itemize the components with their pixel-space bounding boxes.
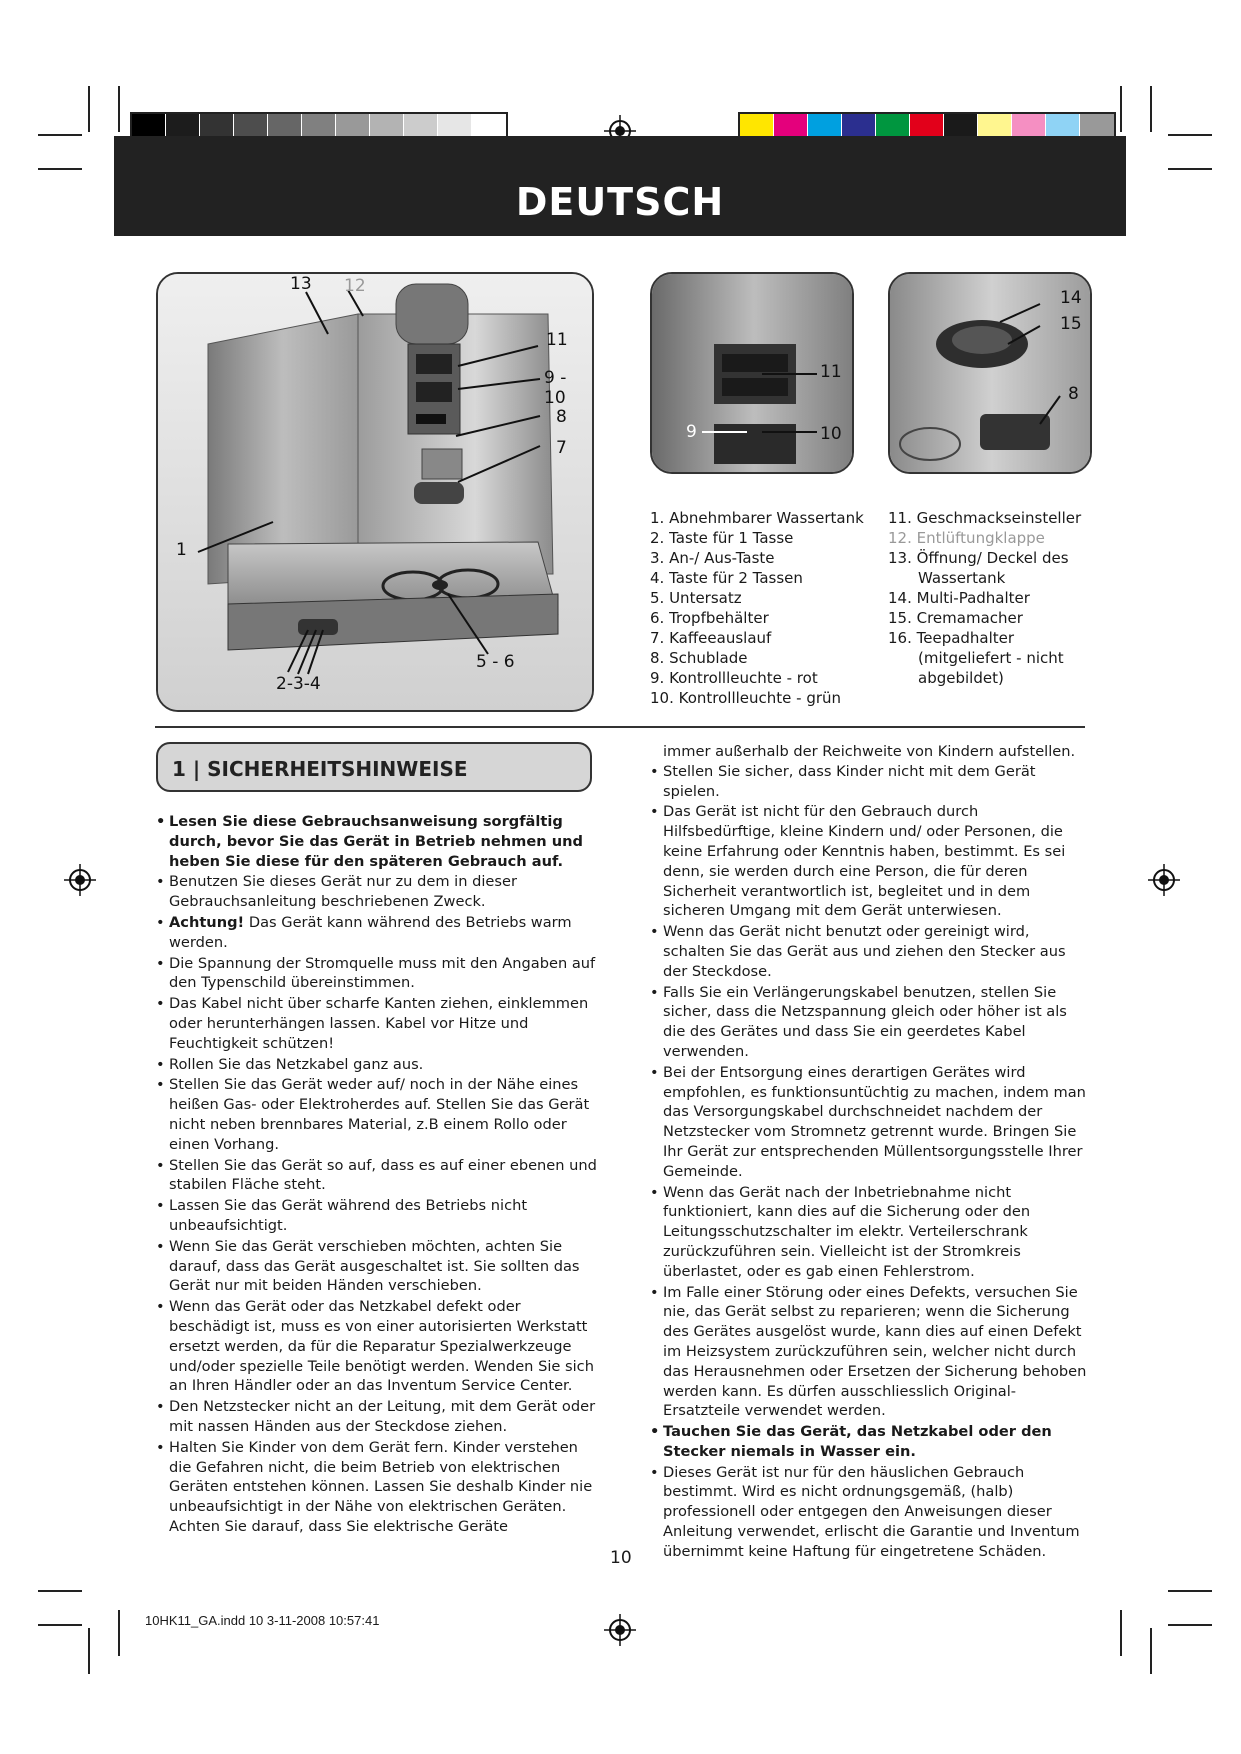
- parts-list-item: 10. Kontrollleuchte - grün: [650, 689, 842, 707]
- parts-list-item: 1. Abnehmbarer Wassertank: [650, 509, 864, 527]
- crop-mark: [1168, 134, 1212, 136]
- parts-list-item: 2. Taste für 1 Tasse: [650, 529, 794, 547]
- section-heading: [156, 742, 592, 792]
- callout-label: 8: [1068, 384, 1079, 404]
- safety-item: • Das Kabel nicht über scharfe Kanten ziehen, einklemmen oder herunterhängen lassen. Kabel vor Hitze und Feuchtigkeit schützen!: [156, 994, 598, 1053]
- parts-list-item: 12. Entlüftungklappe: [888, 529, 1045, 547]
- parts-list-item: 3. An-/ Aus-Taste: [650, 549, 775, 567]
- safety-column-left: [156, 812, 598, 1538]
- callout-label: 11: [820, 362, 842, 382]
- safety-item: • Das Gerät ist nicht für den Gebrauch durch Hilfsbedürftige, kleine Kindern und/ oder Personen, die keine Erfahrung oder Kenntnis haben, bestimmt. Es sei denn, sie werden durch eine Person, die für deren Sicherheit verantwortlich ist, begleitet und in dem sicheren Umgang mit dem Gerät unterwiesen.: [650, 802, 1090, 921]
- safety-item: [156, 913, 598, 953]
- safety-item: • Den Netzstecker nicht an der Leitung, mit dem Gerät oder mit nassen Händen aus der Steckdose ziehen.: [156, 1397, 598, 1437]
- product-photo-main: [156, 272, 594, 712]
- parts-list-item: 7. Kaffeeauslauf: [650, 629, 772, 647]
- parts-list-item: 14. Multi-Padhalter: [888, 589, 1030, 607]
- crop-mark: [1168, 168, 1212, 170]
- parts-list-right: [888, 508, 1081, 688]
- safety-item: • Stellen Sie das Gerät so auf, dass es auf einer ebenen und stabilen Fläche steht.: [156, 1156, 598, 1196]
- page-number: 10: [610, 1548, 632, 1568]
- crop-mark: [1150, 86, 1152, 132]
- crop-mark: [1120, 1610, 1122, 1656]
- crop-mark: [118, 1610, 120, 1656]
- safety-item: • Falls Sie ein Verlängerungskabel benutzen, stellen Sie sicher, dass die Netzspannung gleich oder höher ist als die des Gerätes und dass Sie ein geerdetes Kabel verwenden.: [650, 983, 1090, 1062]
- callout-label: 9 - 10: [544, 368, 567, 408]
- safety-item: • Bei der Entsorgung eines derartigen Gerätes wird empfohlen, es funktionsuntüchtig zu machen, indem man das Versorgungskabel durchschneidet nachdem der Netzstecker vom Stromnetz getrennt wurde. Bringen Sie Ihr Gerät zur entsprechenden Müllentsorgungsstelle Ihrer Gemeinde.: [650, 1063, 1090, 1182]
- parts-list-item: 9. Kontrollleuchte - rot: [650, 669, 818, 687]
- callout-label: 11: [546, 330, 568, 350]
- parts-list-item: 15. Cremamacher: [888, 609, 1023, 627]
- header-banner: [114, 136, 1126, 236]
- callout-label: 8: [556, 407, 567, 427]
- coffee-machine-illustration: [158, 274, 594, 712]
- crop-mark: [38, 1590, 82, 1592]
- warning-label: Achtung!: [169, 913, 245, 931]
- safety-item: • Halten Sie Kinder von dem Gerät fern. Kinder verstehen die Gefahren nicht, die beim Betrieb von elektrischen Geräten entstehen können. Lassen Sie deshalb Kinder nie unbeaufsichtigt in der Nähe von elektrischen Geräten. Achten Sie darauf, dass Sie elektrische Geräte: [156, 1438, 598, 1537]
- callout-label: 7: [556, 438, 567, 458]
- callout-label: 5 - 6: [476, 652, 515, 672]
- crop-mark: [1150, 1628, 1152, 1674]
- crop-mark: [118, 86, 120, 132]
- callout-label: 1: [176, 540, 187, 560]
- safety-item: • Wenn das Gerät nicht benutzt oder gereinigt wird, schalten Sie das Gerät aus und ziehen den Stecker aus der Steckdose.: [650, 922, 1090, 981]
- safety-item: • Benutzen Sie dieses Gerät nur zu dem in dieser Gebrauchsanleitung beschriebenen Zweck.: [156, 872, 598, 912]
- product-photo-controls: [650, 272, 854, 474]
- safety-item: • Lassen Sie das Gerät während des Betriebs nicht unbeaufsichtigt.: [156, 1196, 598, 1236]
- callout-label: 12: [344, 276, 366, 296]
- parts-list-item: Wassertank: [918, 569, 1006, 587]
- crop-mark: [38, 1624, 82, 1626]
- parts-list-item: 6. Tropfbehälter: [650, 609, 769, 627]
- callout-label: 13: [290, 274, 312, 294]
- callout-label: 10: [820, 424, 842, 444]
- parts-list-item: 16. Teepadhalter: [888, 629, 1015, 647]
- safety-item: • Wenn das Gerät nach der Inbetriebnahme nicht funktioniert, kann dies auf die Sicherung oder den Leitungsschutzschalter im elektr. Verteilerschrank zurückzuführen sein. Vielleicht ist der Stromkreis überlastet, oder es gab einen Fehlerstrom.: [650, 1183, 1090, 1282]
- crop-mark: [88, 86, 90, 132]
- page-title: DEUTSCH: [515, 180, 725, 224]
- safety-continuation: immer außerhalb der Reichweite von Kindern aufstellen.: [663, 743, 1076, 760]
- print-footer: 10HK11_GA.indd 10 3-11-2008 10:57:41: [145, 1613, 380, 1628]
- callout-label: 14: [1060, 288, 1082, 308]
- crop-mark: [1168, 1624, 1212, 1626]
- safety-column-right: [650, 742, 1090, 1563]
- registration-mark-icon: [1148, 864, 1180, 896]
- crop-mark: [1120, 86, 1122, 132]
- warning-text: Das Gerät kann während des Betriebs warm werden.: [169, 913, 572, 951]
- parts-list-item: 8. Schublade: [650, 649, 748, 667]
- safety-item: • Stellen Sie das Gerät weder auf/ noch in der Nähe eines heißen Gas- oder Elektroherdes auf. Stellen Sie das Gerät nicht neben brennbares Material, z.B einem Rollo oder einen Vorhang.: [156, 1075, 598, 1154]
- callout-label: 15: [1060, 314, 1082, 334]
- registration-mark-icon: [64, 864, 96, 896]
- registration-mark-icon: [604, 1614, 636, 1646]
- crop-mark: [38, 134, 82, 136]
- safety-item: • Tauchen Sie das Gerät, das Netzkabel oder den Stecker niemals in Wasser ein.: [650, 1422, 1090, 1462]
- safety-item: • Die Spannung der Stromquelle muss mit den Angaben auf den Typenschild übereinstimmen.: [156, 954, 598, 994]
- safety-item: • Wenn das Gerät oder das Netzkabel defekt oder beschädigt ist, muss es von einer autorisierten Werkstatt ersetzt werden, da für die Reparatur Spezialwerkzeuge und/oder spezielle Teile benötigt werden. Wenden Sie sich an Ihren Händler oder an das Inventum Service Center.: [156, 1297, 598, 1396]
- safety-item: • Stellen Sie sicher, dass Kinder nicht mit dem Gerät spielen.: [650, 762, 1090, 802]
- divider: [155, 726, 1085, 728]
- parts-list-left: [650, 508, 864, 708]
- crop-mark: [38, 168, 82, 170]
- product-photo-padholder: [888, 272, 1092, 474]
- parts-list-item: (mitgeliefert - nicht: [918, 649, 1064, 667]
- section-title: 1 | SICHERHEITSHINWEISE: [172, 757, 468, 781]
- safety-item: • Dieses Gerät ist nur für den häuslichen Gebrauch bestimmt. Wird es nicht ordnungsgemäß, (halb) professionell oder entgegen den Anweisungen dieser Anleitung verwendet, erlischt die Garantie und Inventum übernimmt keine Haftung für eingetretene Schäden.: [650, 1463, 1090, 1562]
- callout-label: 2-3-4: [276, 674, 321, 694]
- parts-list-item: abgebildet): [918, 669, 1004, 687]
- safety-item: • Lesen Sie diese Gebrauchsanweisung sorgfältig durch, bevor Sie das Gerät in Betrieb nehmen und heben Sie diese für den späteren Gebrauch auf.: [156, 812, 598, 871]
- crop-mark: [88, 1628, 90, 1674]
- crop-mark: [1168, 1590, 1212, 1592]
- safety-item: • Wenn Sie das Gerät verschieben möchten, achten Sie darauf, dass das Gerät ausgeschaltet ist. Sie sollten das Gerät nur mit beiden Händen verschieben.: [156, 1237, 598, 1296]
- parts-list-item: 11. Geschmackseinsteller: [888, 509, 1082, 527]
- parts-list-item: 4. Taste für 2 Tassen: [650, 569, 803, 587]
- parts-list-item: 5. Untersatz: [650, 589, 742, 607]
- safety-item: • Im Falle einer Störung oder eines Defekts, versuchen Sie nie, das Gerät selbst zu reparieren; wenn die Sicherung des Gerätes ausgelöst wurde, kann dies auf einen Defekt im Heizsystem zurückzuführen sein, welcher nicht durch das Herausnehmen oder Ersetzen der Sicherung behoben werden kann. Es dürfen ausschliesslich Original-Ersatzteile verwendet werden.: [650, 1283, 1090, 1422]
- callout-label: 9: [686, 422, 697, 442]
- safety-item: • Rollen Sie das Netzkabel ganz aus.: [156, 1055, 598, 1075]
- parts-list-item: 13. Öffnung/ Deckel des: [888, 549, 1069, 567]
